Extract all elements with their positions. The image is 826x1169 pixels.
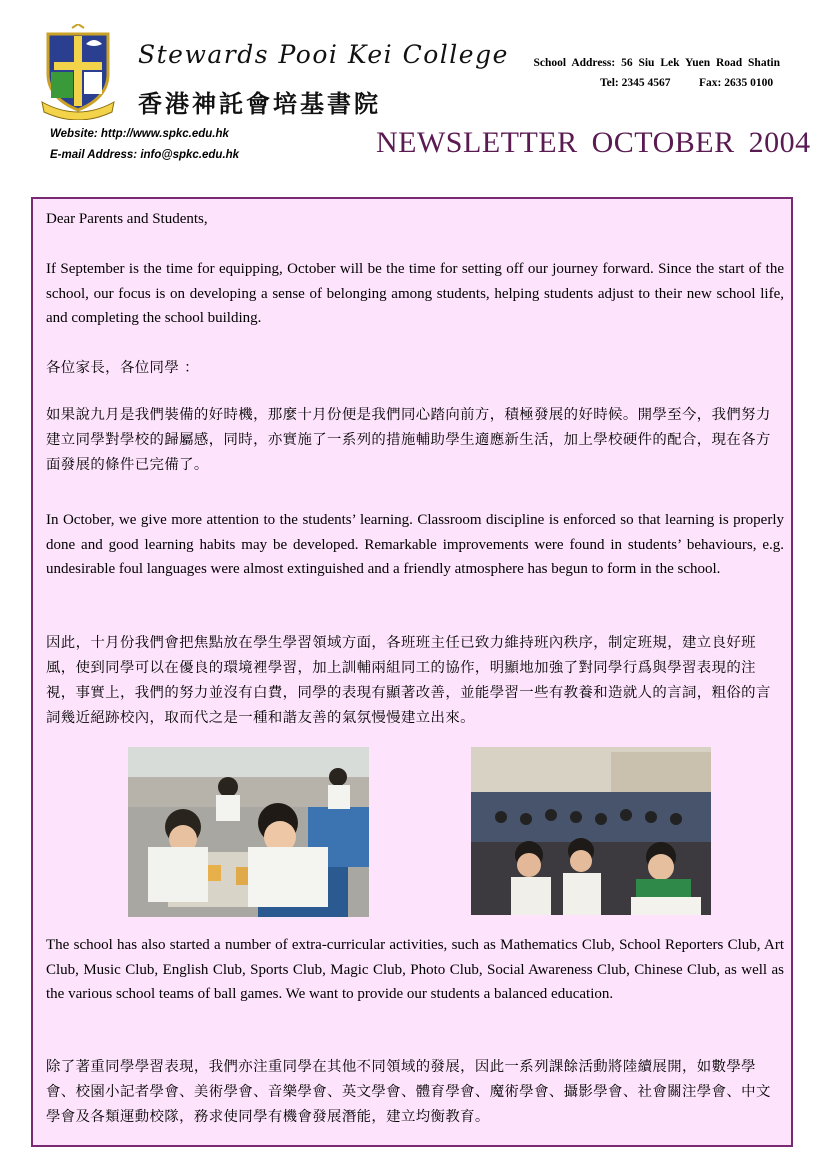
email-text: E-mail Address: info@spkc.edu.hk (50, 149, 240, 161)
salutation-chinese: 各位家長，各位同學 ： (46, 360, 199, 376)
newsletter-body (31, 197, 793, 1147)
paragraph-3-chinese: 除了著重同學學習表現，我們亦注重同學在其他不同領域的發展，因此一系列課餘活動將陸續展開，如數學學會、校園小記者學會、美術學會、音樂學會、英文學會、體育學會、魔術學會、攝影學會、社會關注學會、中文學會及各類運動校隊，務求使同學有機會發展潛能，建立均衡教育。 (46, 1059, 771, 1125)
page-header (0, 0, 826, 196)
students-lunch-photo (128, 747, 369, 917)
paragraph-2-chinese: 因此，十月份我們會把焦點放在學生學習領域方面，各班班主任已致力維持班內秩序，制定班規，建立良好班風，使到同學可以在優良的環境裡學習，加上訓輔兩組同工的協作，明顯地加強了對同學行爲與學習表現的注視，事實上，我們的努力並沒有白費，同學的表現有顯著改善，並能學習一些有教養和造就人的言詞，粗俗的言詞幾近絕跡校內，取而代之是一種和諧友善的氣氛慢慢建立出來。 (46, 635, 771, 726)
school-address: School Address: 56 Siu Lek Yuen Road Shatin (533, 57, 780, 69)
telephone-number: Tel: 2345 4567 (600, 77, 671, 89)
newsletter-title: NEWSLETTER OCTOBER 2004 (376, 126, 811, 159)
paragraph-2-english: In October, we give more attention to the students’ learning. Classroom discipline is enforced so that learning is properly done and good learning habits may be developed. Remarkable improvements were found in students’ behaviours, e.g. undesirable foul languages were almost extinguished and a friendly atmosphere has begun to form in the school. (46, 512, 784, 578)
paragraph-1-english: If September is the time for equipping, October will be the time for setting off our journey forward. Since the start of the school, our focus is on developing a sense of belonging among students, helping students adjust to their new school life, and completing the school building. (46, 261, 784, 327)
school-name-chinese: 香港神託會培基書院 (138, 89, 381, 118)
school-crest-icon (36, 24, 120, 120)
salutation-english: Dear Parents and Students, (46, 211, 208, 227)
school-name-english: Stewards Pooi Kei College (138, 40, 509, 69)
students-hall-photo (471, 747, 711, 915)
website-text: Website: http://www.spkc.edu.hk (50, 128, 229, 140)
paragraph-3-english: The school has also started a number of extra-curricular activities, such as Mathematics Club, School Reporters Club, Art Club, Music Club, English Club, Sports Club, Magic Club, Photo Club, Social Awareness Club, Chinese Club, as well as the various school teams of ball games. We want to provide our students a balanced education. (46, 937, 784, 1003)
paragraph-1-chinese: 如果說九月是我們裝備的好時機，那麼十月份便是我們同心踏向前方，積極發展的好時候。開學至今，我們努力建立同學對學校的歸屬感，同時，亦實施了一系列的措施輔助學生適應新生活，加上學校硬件的配合，現在各方面發展的條件已完備了。 (46, 407, 771, 473)
fax-number: Fax: 2635 0100 (699, 77, 774, 89)
